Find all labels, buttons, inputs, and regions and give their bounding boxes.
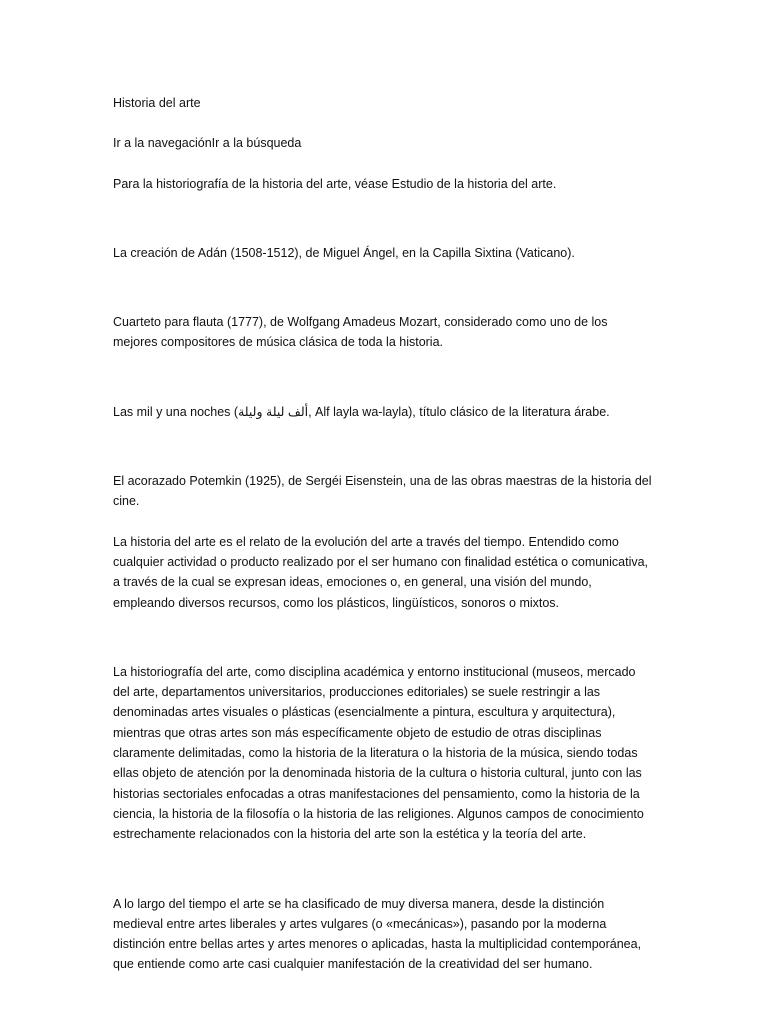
hatnote: Para la historiografía de la historia del arte, véase Estudio de la historia del arte.	[113, 176, 557, 191]
image-caption-battleship-potemkin: El acorazado Potemkin (1925), de Sergéi Eisenstein, una de las obras maestras de la historia del cine.	[113, 474, 652, 509]
image-caption-thousand-and-one-nights: Las mil y una noches (ألف ليلة وليلة, Alf layla wa-layla), título clásico de la literatura árabe.	[113, 404, 610, 419]
image-caption-flute-quartet: Cuarteto para flauta (1777), de Wolfgang Amadeus Mozart, considerado como uno de los mejores compositores de música clásica de toda la historia.	[113, 315, 608, 350]
image-caption-creation-of-adam: La creación de Adán (1508-1512), de Miguel Ángel, en la Capilla Sixtina (Vaticano).	[113, 245, 575, 260]
paragraph-classification: A lo largo del tiempo el arte se ha clasificado de muy diversa manera, desde la distinción medieval entre artes liberales y artes vulgares (o «mecánicas»), pasando por la moderna distinción entre bellas artes y artes menores o aplicadas, hasta la multiplicidad contemporánea, que entiende como arte casi cualquier manifestación de la creatividad del ser humano.	[113, 896, 642, 972]
navigation-links[interactable]: Ir a la navegaciónIr a la búsqueda	[113, 136, 302, 151]
paragraph-historiography: La historiografía del arte, como disciplina académica y entorno institucional (museos, mercado del arte, departamentos universitarios, producciones editoriales) se suele restringir a las denominadas artes visuales o plásticas (esencialmente a pintura, escultura y arquitectura), mientras que otras artes son más específicamente objeto de estudio de otras disciplinas claramente delimitadas, como la historia de la literatura o la historia de la música, siendo todas ellas objeto de atención por la denominada historia de la cultura o historia cultural, junto con las historias sectoriales enfocadas a otras manifestaciones del pensamiento, como la historia de la ciencia, la historia de la filosofía o la historia de las religiones. Algunos campos de conocimiento estrechamente relacionados con la historia del arte son la estética y la teoría del arte.	[113, 664, 644, 842]
document-page	[113, 93, 653, 975]
document-title: Historia del arte	[113, 96, 201, 110]
paragraph-intro: La historia del arte es el relato de la evolución del arte a través del tiempo. Entendido como cualquier actividad o producto realizado por el ser humano con finalidad estética o comunicativa, a través de la cual se expresan ideas, emociones o, en general, una visión del mundo, empleando diversos recursos, como los plásticos, lingüísticos, sonoros o mixtos.	[113, 534, 649, 610]
